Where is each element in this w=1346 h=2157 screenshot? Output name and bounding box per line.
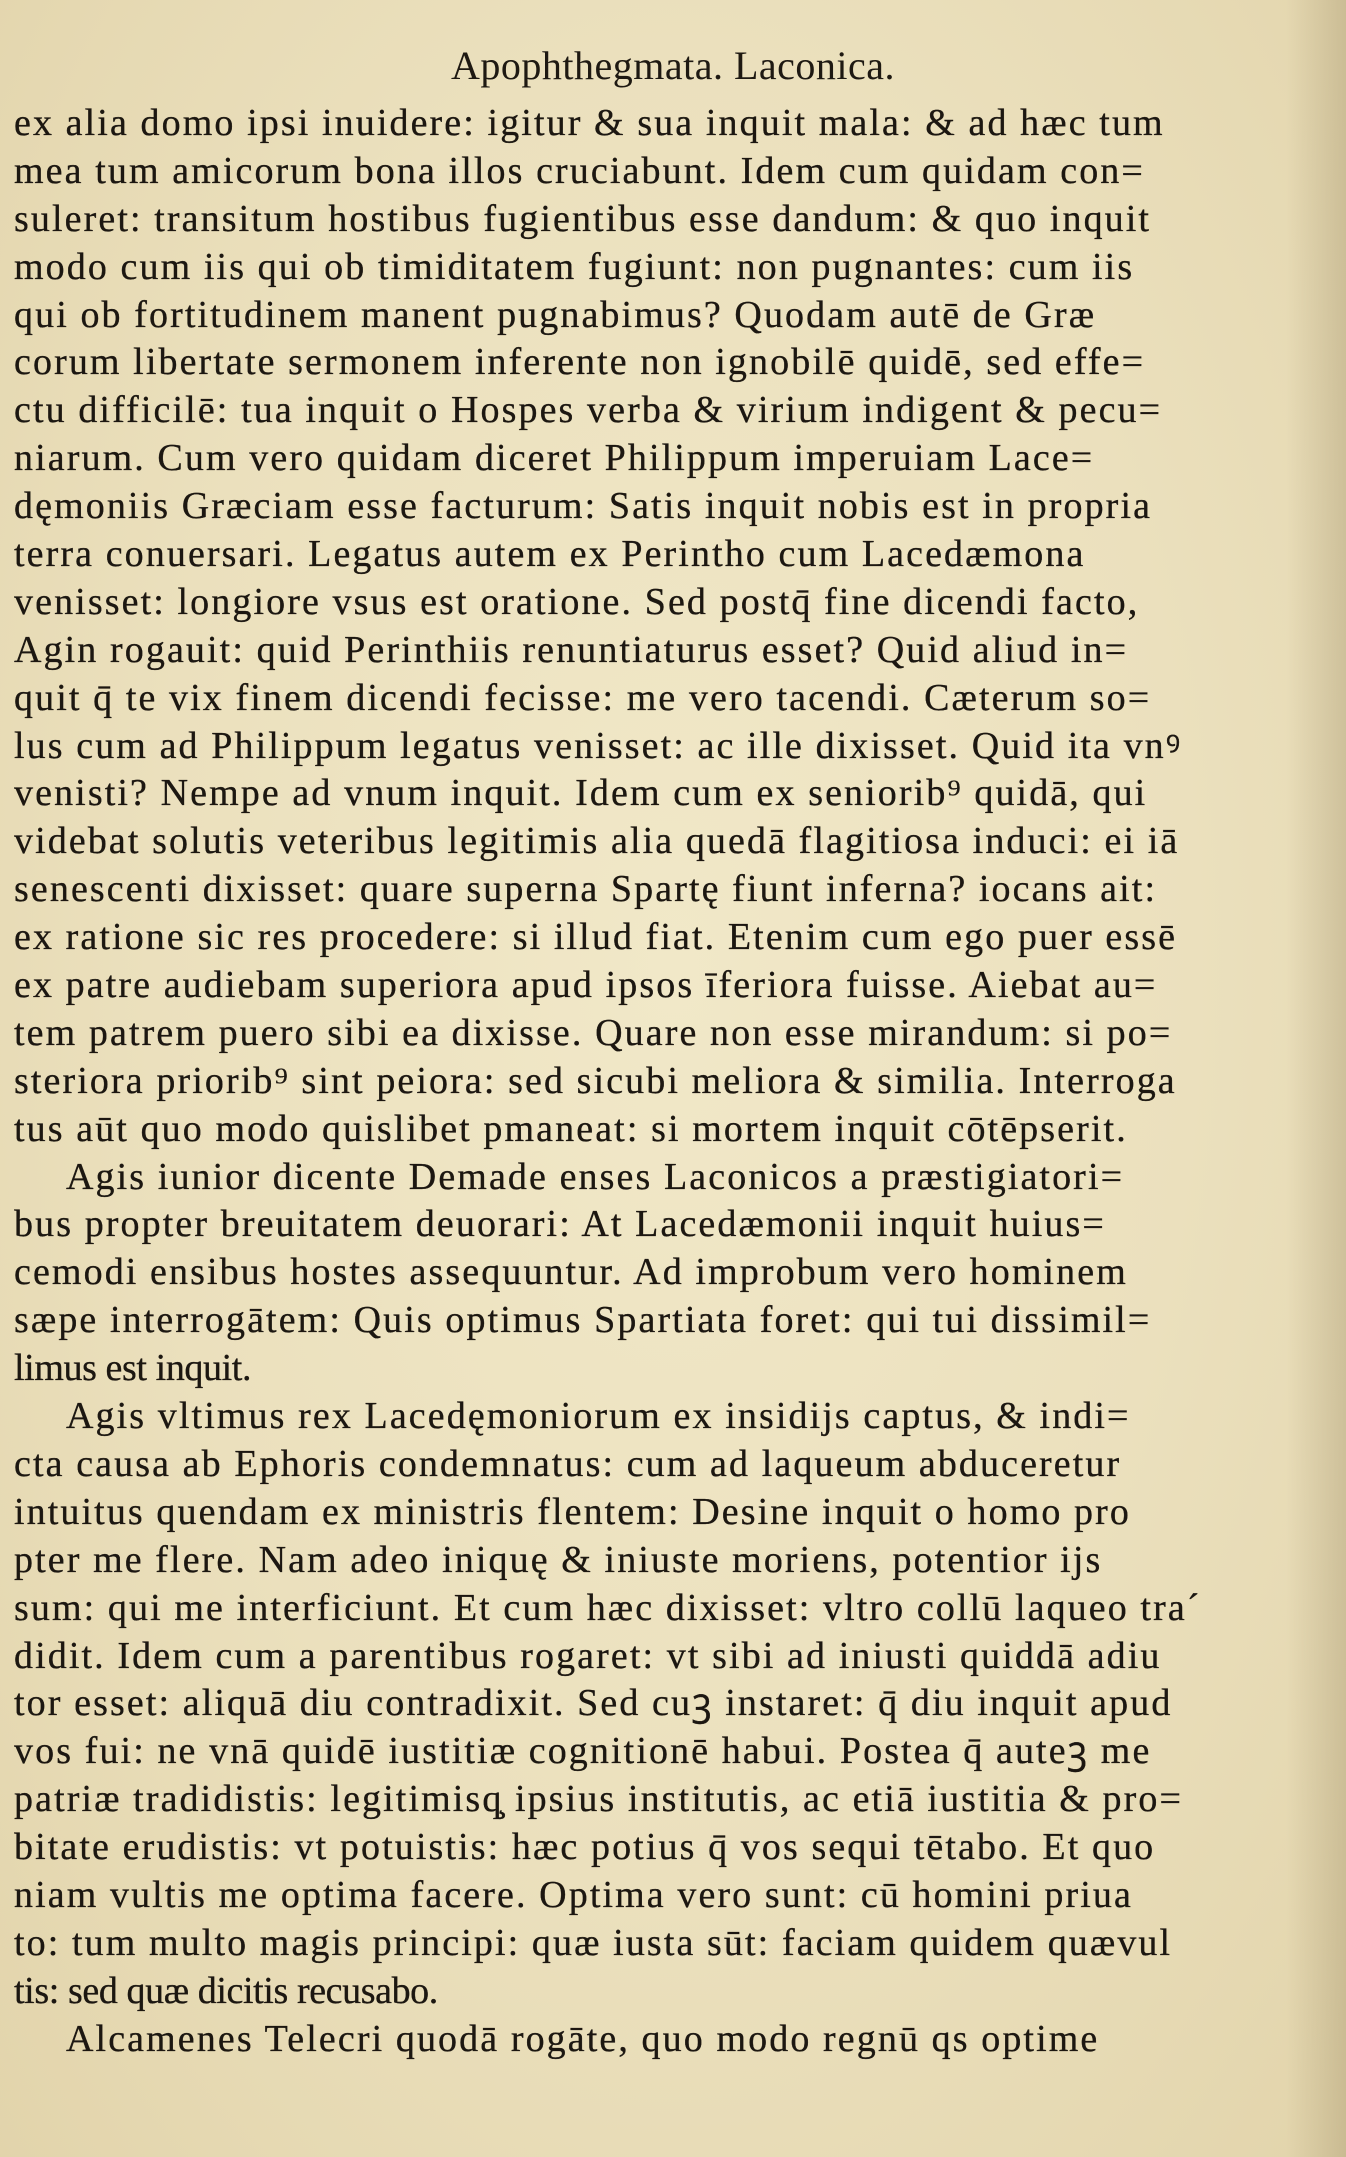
text-line: tor esset: aliquā diu contradixit. Sed cuꝫ instaret: q̄ diu inquit apud bbox=[14, 1682, 1173, 1725]
text-line: Agis iunior dicente Demade enses Laconicos a præstigiatori= bbox=[66, 1155, 1125, 1198]
text-block bbox=[14, 100, 1214, 2064]
text-line: ex alia domo ipsi inuidere: igitur & sua inquit mala: & ad hæc tum bbox=[14, 102, 1165, 144]
text-line: to: tum multo magis principi: quæ iusta sūt: faciam quidem quævul bbox=[14, 1921, 1173, 1964]
text-line: tem patrem puero sibi ea dixisse. Quare non esse mirandum: si po= bbox=[14, 1011, 1173, 1054]
text-line: Agin rogauit: quid Perinthiis renuntiaturus esset? Quid aliud in= bbox=[14, 628, 1129, 671]
text-line: suleret: transitum hostibus fugientibus esse dandum: & quo inquit bbox=[14, 197, 1152, 240]
text-line: cemodi ensibus hostes assequuntur. Ad improbum vero hominem bbox=[14, 1251, 1128, 1294]
text-line: tus aūt quo modo quislibet pmaneat: si mortem inquit cōtēpserit. bbox=[14, 1107, 1128, 1150]
text-line: cta causa ab Ephoris condemnatus: cum ad laqueum abduceretur bbox=[14, 1442, 1122, 1485]
text-line: patriæ tradidistis: legitimisq̧ ipsius institutis, ac etiā iustitia & pro= bbox=[14, 1778, 1184, 1821]
text-line: sum: qui me interficiunt. Et cum hæc dixisset: vltro collū laqueo tra´ bbox=[14, 1586, 1202, 1629]
text-line: dęmoniis Græciam esse facturum: Satis inquit nobis est in propria bbox=[14, 485, 1153, 528]
text-line: quit q̄ te vix finem dicendi fecisse: me vero tacendi. Cæterum so= bbox=[14, 676, 1152, 719]
text-line: corum libertate sermonem inferente non ignobilē quidē, sed effe= bbox=[14, 341, 1146, 384]
text-line: bitate erudistis: vt potuistis: hæc potius q̄ vos sequi tētabo. Et quo bbox=[14, 1826, 1156, 1869]
text-line: venisti? Nempe ad vnum inquit. Idem cum ex seniorib⁹ quidā, qui bbox=[14, 772, 1148, 815]
text-line: senescenti dixisset: quare superna Spartę fiunt inferna? iocans ait: bbox=[14, 868, 1158, 911]
text-line: niarum. Cum vero quidam diceret Philippum imperuiam Lace= bbox=[14, 437, 1095, 480]
text-line: niam vultis me optima facere. Optima vero sunt: cū homini priua bbox=[14, 1873, 1134, 1916]
text-line: vos fui: ne vnā quidē iustitiæ cognitionē habui. Postea q̄ auteꝫ me bbox=[14, 1730, 1152, 1773]
text-line: Alcamenes Telecri quodā rogāte, quo modo regnū qs optime bbox=[66, 2017, 1100, 2060]
text-line: bus propter breuitatem deuorari: At Lacedæmonii inquit huius= bbox=[14, 1203, 1106, 1246]
text-line: Agis vltimus rex Lacedęmoniorum ex insidijs captus, & indi= bbox=[66, 1395, 1131, 1438]
text-line: videbat solutis veteribus legitimis alia quedā flagitiosa induci: ei iā bbox=[14, 820, 1180, 863]
text-line: ex patre audiebam superiora apud ipsos īferiora fuisse. Aiebat au= bbox=[14, 964, 1158, 1007]
text-line: didit. Idem cum a parentibus rogaret: vt sibi ad iniusti quiddā adiu bbox=[14, 1634, 1162, 1677]
page-gutter-shadow bbox=[1286, 0, 1346, 2157]
text-line: venisset: longiore vsus est oratione. Sed postq̄ fine dicendi facto, bbox=[14, 580, 1140, 623]
text-line: ex ratione sic res procedere: si illud fiat. Etenim cum ego puer essē bbox=[14, 916, 1178, 959]
text-line: terra conuersari. Legatus autem ex Perintho cum Lacedæmona bbox=[14, 533, 1086, 576]
text-line: modo cum iis qui ob timiditatem fugiunt: non pugnantes: cum iis bbox=[14, 245, 1135, 288]
text-line: ctu difficilē: tua inquit o Hospes verba & virium indigent & pecu= bbox=[14, 389, 1163, 432]
text-line: pter me flere. Nam adeo iniquę & iniuste moriens, potentior ijs bbox=[14, 1538, 1103, 1581]
text-line: sæpe interrogātem: Quis optimus Spartiata foret: qui tui dissimil= bbox=[14, 1299, 1152, 1342]
text-line: mea tum amicorum bona illos cruciabunt. Idem cum quidam con= bbox=[14, 149, 1145, 192]
text-line: steriora priorib⁹ sint peiora: sed sicubi meliora & similia. Interroga bbox=[14, 1059, 1177, 1102]
text-line: limus est inquit. bbox=[14, 1347, 252, 1390]
text-line: lus cum ad Philippum legatus venisset: ac ille dixisset. Quid ita vnꝰ bbox=[14, 724, 1183, 767]
running-head: Apophthegmata. Laconica. bbox=[450, 43, 896, 88]
text-line: tis: sed quæ dicitis recusabo. bbox=[14, 1969, 438, 2012]
text-line: intuitus quendam ex ministris flentem: Desine inquit o homo pro bbox=[14, 1490, 1132, 1533]
text-line: qui ob fortitudinem manent pugnabimus? Quodam autē de Græ bbox=[14, 293, 1097, 336]
